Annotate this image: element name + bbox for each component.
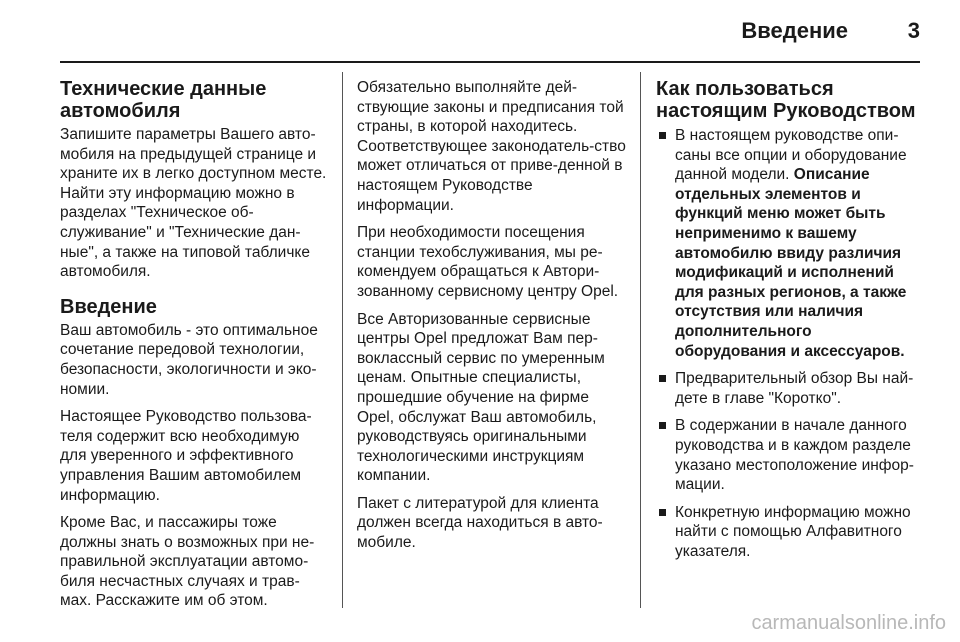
paragraph: Ваш автомобиль - это оптимальное сочетание передовой технологии, безопасности, экологичности и эко-номии. [60, 321, 318, 398]
column-3 [656, 78, 924, 569]
paragraph: Пакет с литературой для клиента должен всегда находиться в авто-мобиле. [357, 494, 603, 552]
heading-introduction: Введение [60, 295, 157, 318]
list-item [656, 369, 924, 408]
list-item-text: В содержании в начале данного руководства и в каждом разделе указано местоположение инфор-мации. [675, 417, 914, 494]
paragraph: Все Авторизованные сервисные центры Opel предложат Вам пер-воклассный сервис по умеренным ценам. Опытные специалисты, прошедшие обучение на фирме Opel, обслужат Ваш автомобиль, руководствуясь оригинальными технологическими инструкциям компании. [357, 310, 605, 485]
header-title: Введение [741, 18, 848, 43]
page-number: 3 [907, 18, 920, 43]
paragraph: Кроме Вас, и пассажиры тоже должны знать о возможных при не-правильной эксплуатации автомо-биля несчастных случаях и трав-мах. Расскажите им об этом. [60, 514, 315, 610]
list-item-text: Предварительный обзор Вы най-дете в главе "Коротко". [675, 370, 914, 407]
paragraph: Запишите параметры Вашего авто-мобиля на предыдущей странице и храните их в легко доступном месте. Найти эту информацию можно в разделах "Техническое об-служивание" и "Технические дан-ные", а также на типовой табличке автомобиля. [60, 126, 327, 281]
paragraph: При необходимости посещения станции техобслуживания, мы ре-комендуем обращаться к Автори-зованному сервисному центру Opel. [357, 224, 619, 300]
bullet-list [656, 126, 924, 561]
page-header [60, 0, 920, 62]
paragraph: Настоящее Руководство пользова-теля содержит всю необходимую для уверенного и эффективного управления Вашим автомобилем информацию. [60, 408, 312, 504]
list-item-text: В настоящем руководстве опи-саны все опции и оборудование данной модели. [675, 127, 907, 184]
list-item [656, 416, 924, 494]
list-item-bold-text: Описание отдельных элементов и функций меню может быть неприменимо к вашему автомобилю ввиду различия модификаций и исполнений для разных регионов, а также отсутствия или наличия дополнительного оборудования и аксессуаров. [675, 166, 907, 360]
bullet-square-icon [659, 375, 666, 382]
column-divider [640, 72, 641, 608]
paragraph: Обязательно выполняйте дей-ствующие законы и предписания той страны, в которой находитесь. Соответствующее законодатель-ство может отличаться от приве-денной в настоящем Руководстве информации. [357, 79, 626, 214]
bullet-square-icon [659, 509, 666, 516]
bullet-square-icon [659, 132, 666, 139]
column-divider [342, 72, 343, 608]
header-rule [60, 61, 920, 63]
column-1 [60, 78, 328, 619]
column-2 [357, 78, 627, 561]
heading-how-to-use: Как пользоваться настоящим Руководством [656, 78, 916, 122]
bullet-square-icon [659, 422, 666, 429]
list-item [656, 126, 924, 361]
list-item-text: Конкретную информацию можно найти с помощью Алфавитного указателя. [675, 503, 911, 560]
heading-technical-data: Технические данные автомобиля [60, 78, 267, 122]
watermark: carmanualsonline.info [751, 612, 946, 634]
list-item [656, 503, 924, 562]
